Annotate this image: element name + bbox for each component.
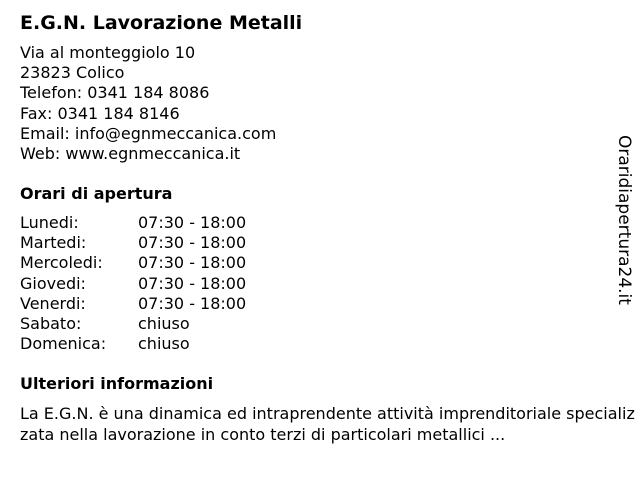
time-value: 07:30 - 18:00	[138, 253, 247, 273]
time-value: chiuso	[138, 313, 190, 333]
site-watermark: Oraridiapertura24.it	[614, 135, 634, 305]
time-value: chiuso	[138, 334, 190, 354]
time-value: 07:30 - 18:00	[138, 233, 247, 253]
day-label: Sabato:	[20, 313, 82, 333]
opening-hours-table	[20, 213, 320, 354]
city-line: 23823 Colico	[20, 63, 125, 83]
hours-row-wednesday	[20, 253, 320, 273]
business-name: E.G.N. Lavorazione Metalli	[20, 12, 303, 34]
more-info-heading: Ulteriori informazioni	[20, 374, 214, 393]
hours-row-tuesday	[20, 233, 320, 253]
contact-block	[20, 43, 276, 164]
hours-row-friday	[20, 294, 320, 314]
hours-row-sunday	[20, 334, 320, 354]
phone-line: Telefon: 0341 184 8086	[20, 83, 210, 103]
opening-hours-heading: Orari di apertura	[20, 184, 173, 203]
day-label: Venerdi:	[20, 293, 86, 313]
day-label: Giovedi:	[20, 273, 86, 293]
day-label: Domenica:	[20, 334, 107, 354]
hours-row-saturday	[20, 314, 320, 334]
time-value: 07:30 - 18:00	[138, 293, 247, 313]
email-line: Email: info@egnmeccanica.com	[20, 123, 277, 143]
time-value: 07:30 - 18:00	[138, 213, 247, 232]
day-label: Mercoledi:	[20, 253, 103, 273]
fax-line: Fax: 0341 184 8146	[20, 103, 180, 123]
day-label: Lunedi:	[20, 213, 79, 232]
web-line: Web: www.egnmeccanica.it	[20, 144, 241, 164]
hours-row-monday	[20, 213, 320, 233]
time-value: 07:30 - 18:00	[138, 273, 247, 293]
day-label: Martedi:	[20, 233, 87, 253]
address-line: Via al monteggiolo 10	[20, 43, 196, 62]
business-description: La E.G.N. è una dinamica ed intraprendente attività imprenditoriale specializzata nella lavorazione in conto terzi di particolari metallici ...	[20, 404, 635, 444]
hours-row-thursday	[20, 274, 320, 294]
